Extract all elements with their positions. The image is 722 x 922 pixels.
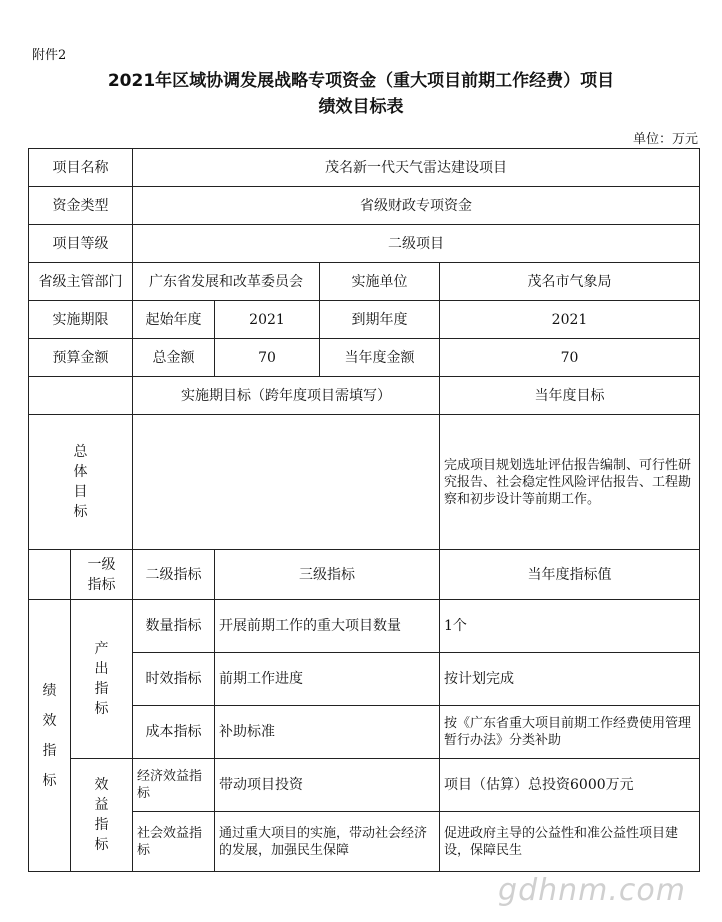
performance-table (28, 148, 700, 872)
output-indicator-label (71, 600, 133, 759)
value-cell: 促进政府主导的公益性和准公益性项目建设，保障民生 (440, 812, 700, 872)
overall-goal-label (29, 415, 133, 550)
output-label-char: 指 (94, 681, 109, 697)
row-budget (29, 339, 700, 377)
project-level-label: 项目等级 (29, 225, 133, 263)
output-label-char: 出 (94, 661, 109, 677)
value-cell: 1个 (440, 600, 700, 653)
benefit-label-char: 益 (94, 797, 109, 813)
watermark: gdhnm.com (498, 873, 686, 908)
row-indicator-headers (29, 550, 700, 600)
level1-header (71, 550, 133, 600)
table-row (29, 600, 700, 653)
perf-label-char: 标 (42, 772, 57, 789)
level3-cell: 通过重大项目的实施，带动社会经济的发展，加强民生保障 (215, 812, 440, 872)
row-goal-headers (29, 377, 700, 415)
benefit-indicator-label (71, 759, 133, 872)
impl-goal-header: 实施期目标（跨年度项目需填写） (133, 377, 440, 415)
row-department (29, 263, 700, 301)
unit-label: 单位：万元 (632, 132, 698, 147)
fund-type-value: 省级财政专项资金 (133, 187, 700, 225)
project-name-value: 茂名新一代天气雷达建设项目 (133, 149, 700, 187)
overall-label-char: 体 (73, 464, 88, 480)
impl-unit-value: 茂名市气象局 (440, 263, 700, 301)
dept-label: 省级主管部门 (29, 263, 133, 301)
level3-header: 三级指标 (215, 550, 440, 600)
annual-goal-value: 完成项目规划选址评估报告编制、可行性研究报告、社会稳定性风险评估报告、工程勘察和初步设计等前期工作。 (440, 415, 700, 550)
total-value: 70 (215, 339, 320, 377)
impl-goal-value (133, 415, 440, 550)
overall-label-char: 总 (73, 444, 88, 460)
value-cell: 按《广东省重大项目前期工作经费使用管理暂行办法》分类补助 (440, 706, 700, 759)
level3-cell: 补助标准 (215, 706, 440, 759)
level2-cell: 数量指标 (133, 600, 215, 653)
value-cell: 项目（估算）总投资6000万元 (440, 759, 700, 812)
row-project-name (29, 149, 700, 187)
level2-cell: 社会效益指标 (133, 812, 215, 872)
value-header: 当年度指标值 (440, 550, 700, 600)
dept-value: 广东省发展和改革委员会 (133, 263, 320, 301)
perf-label-char: 指 (42, 742, 57, 759)
current-value: 70 (440, 339, 700, 377)
level2-header: 二级指标 (133, 550, 215, 600)
overall-label-char: 目 (73, 484, 88, 500)
overall-label-char: 标 (73, 504, 88, 520)
perf-label-char: 效 (42, 712, 57, 729)
goal-header-blank (29, 377, 133, 415)
row-project-level (29, 225, 700, 263)
benefit-label-char: 标 (94, 837, 109, 853)
start-label: 起始年度 (133, 301, 215, 339)
impl-unit-label: 实施单位 (320, 263, 440, 301)
project-level-value: 二级项目 (133, 225, 700, 263)
project-name-label: 项目名称 (29, 149, 133, 187)
total-label: 总金额 (133, 339, 215, 377)
level3-cell: 带动项目投资 (215, 759, 440, 812)
budget-label: 预算金额 (29, 339, 133, 377)
level2-cell: 经济效益指标 (133, 759, 215, 812)
row-fund-type (29, 187, 700, 225)
fund-type-label: 资金类型 (29, 187, 133, 225)
level3-cell: 开展前期工作的重大项目数量 (215, 600, 440, 653)
current-label: 当年度金额 (320, 339, 440, 377)
benefit-label-char: 指 (94, 817, 109, 833)
perf-indicator-label (29, 600, 71, 872)
output-label-char: 产 (94, 641, 109, 657)
end-value: 2021 (440, 301, 700, 339)
benefit-label-char: 效 (94, 777, 109, 793)
row-period (29, 301, 700, 339)
level2-cell: 时效指标 (133, 653, 215, 706)
level1-header-line: 指标 (87, 576, 116, 593)
page-subtitle: 绩效目标表 (318, 97, 404, 117)
level3-cell: 前期工作进度 (215, 653, 440, 706)
attachment-label: 附件2 (32, 48, 67, 63)
period-label: 实施期限 (29, 301, 133, 339)
row-overall-goals (29, 415, 700, 550)
level2-cell: 成本指标 (133, 706, 215, 759)
perf-label-char: 绩 (42, 682, 57, 699)
page-title: 2021年区域协调发展战略专项资金（重大项目前期工作经费）项目 (107, 71, 615, 91)
value-cell: 按计划完成 (440, 653, 700, 706)
level1-header-line: 一级 (87, 556, 116, 573)
annual-goal-header: 当年度目标 (440, 377, 700, 415)
start-value: 2021 (215, 301, 320, 339)
indicator-header-blank (29, 550, 71, 600)
end-label: 到期年度 (320, 301, 440, 339)
output-label-char: 标 (94, 701, 109, 717)
table-row (29, 759, 700, 812)
